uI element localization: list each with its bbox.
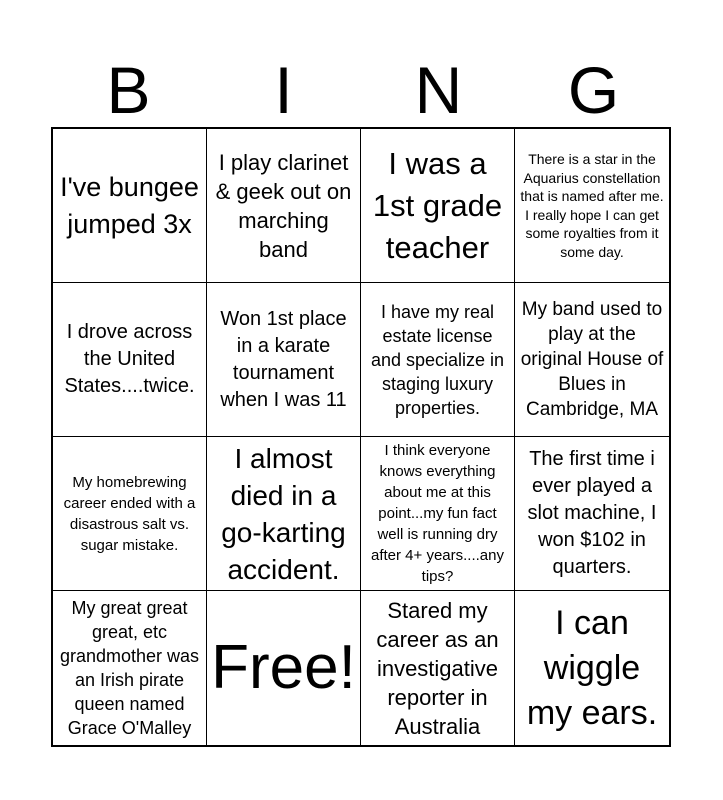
bingo-cell[interactable] (515, 283, 669, 437)
cell-text: The first time i ever played a slot machine, I won $102 in quarters. (527, 448, 657, 578)
header-letter-g: G (567, 53, 620, 127)
cell-text: I have my real estate license and specialize in staging luxury properties. (370, 301, 505, 418)
header-letter-n: N (414, 53, 463, 127)
bingo-cell[interactable] (361, 591, 515, 745)
header-letter-i: I (274, 53, 293, 127)
cell-text: I almost died in a go-karting accident. (221, 442, 346, 585)
bingo-cell[interactable] (515, 129, 669, 283)
cell-text: I think everyone knows everything about me at this point...my fun fact well is running dry after 4+ years....any tips? (371, 442, 504, 585)
header-letter-b: B (106, 53, 151, 127)
bingo-board (51, 127, 671, 747)
cell-text: There is a star in the Aquarius constellation that is named after me. I really hope I can get some royalties from it some day. (520, 151, 664, 260)
cell-text: I drove across the United States....twice. (64, 321, 195, 397)
cell-text: My great great great, etc grandmother was an Irish pirate queen named Grace O'Malley (59, 598, 200, 738)
bingo-cell[interactable] (207, 129, 361, 283)
bingo-cell[interactable] (53, 283, 207, 437)
cell-text: I play clarinet & geek out on marching band (215, 149, 352, 262)
free-space-text: Free! (211, 633, 356, 702)
bingo-cell[interactable] (515, 437, 669, 591)
free-space-cell[interactable] (207, 591, 361, 745)
bingo-cell[interactable] (361, 283, 515, 437)
cell-text: I can wiggle my ears. (526, 603, 658, 732)
cell-text: My homebrewing career ended with a disastrous salt vs. sugar mistake. (63, 473, 196, 554)
bingo-cell[interactable] (53, 437, 207, 591)
cell-text: Won 1st place in a karate tournament when I was 11 (220, 307, 347, 411)
cell-text: I was a 1st grade teacher (372, 145, 503, 265)
cell-text: Stared my career as an investigative reporter in Australia (376, 597, 499, 739)
bingo-cell[interactable] (207, 283, 361, 437)
bingo-cell[interactable] (361, 129, 515, 283)
cell-text: My band used to play at the original House of Blues in Cambridge, MA (520, 299, 664, 420)
bingo-cell[interactable] (361, 437, 515, 591)
bingo-cell[interactable] (53, 591, 207, 745)
bingo-cell[interactable] (207, 437, 361, 591)
cell-text: I've bungee jumped 3x (60, 171, 199, 239)
bingo-header (51, 52, 671, 128)
bingo-cell[interactable] (53, 129, 207, 283)
bingo-cell[interactable] (515, 591, 669, 745)
